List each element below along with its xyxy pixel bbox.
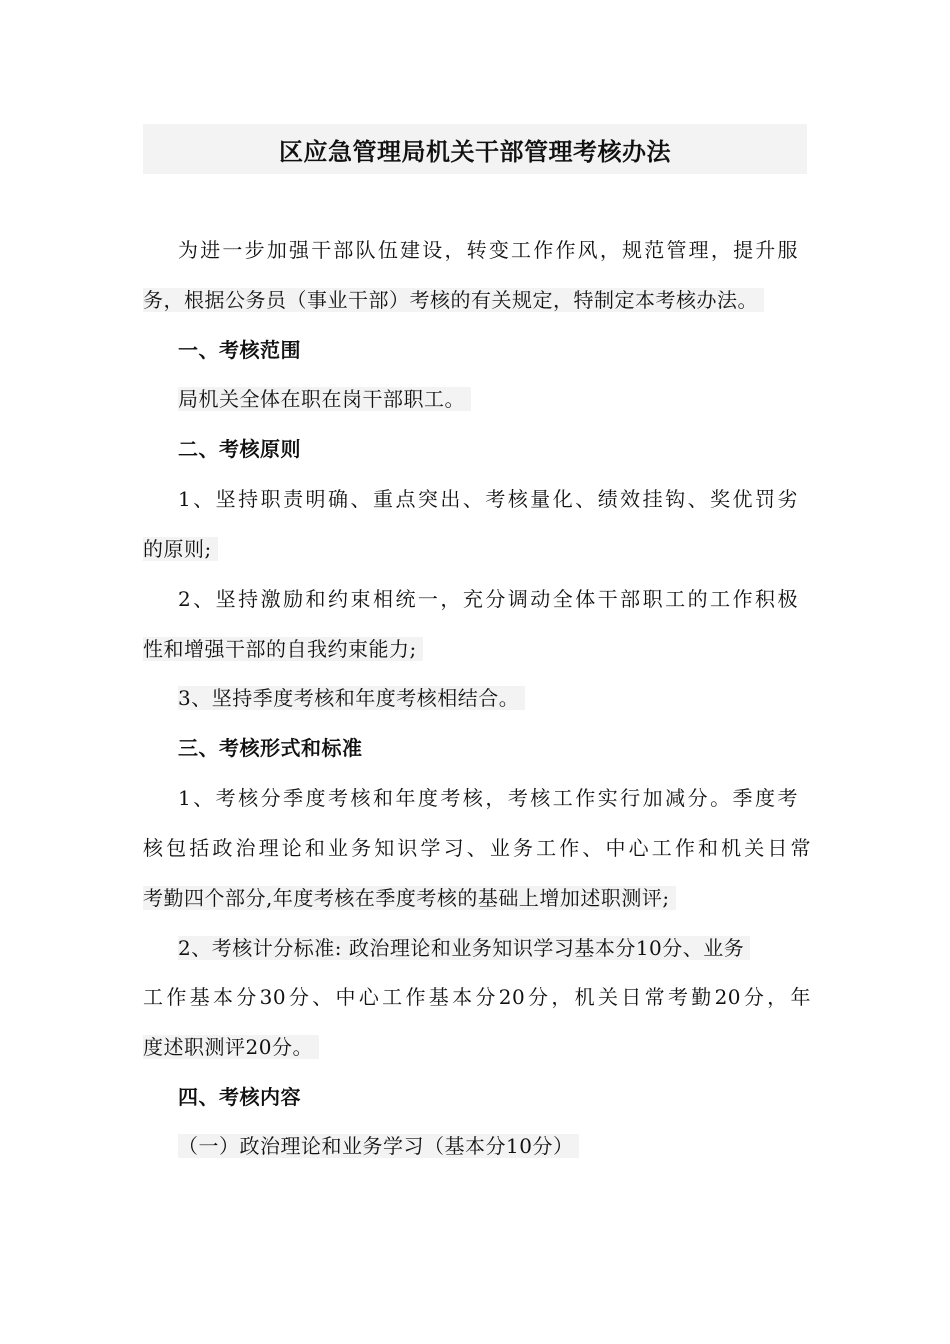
section-3-item-2-line-3-text: 度述职测评20分。: [143, 1035, 319, 1059]
section-2-item-2-line-2-text: 性和增强干部的自我约束能力;: [143, 637, 423, 661]
section-3-item-1-line-3: [143, 883, 676, 913]
section-2-item-2-line-2: [143, 634, 423, 664]
section-4-sub-1: [178, 1131, 579, 1161]
section-3-heading: 三、考核形式和标准: [178, 736, 363, 760]
title-band: [143, 124, 807, 174]
section-3-item-2-line-3: [143, 1032, 319, 1062]
section-3-item-1-line-1: 1、考核分季度考核和年度考核，考核工作实行加减分。季度考: [178, 786, 798, 810]
section-1-text: [178, 384, 471, 414]
section-3-item-2-line-1: [178, 933, 750, 963]
section-2-heading: 二、考核原则: [178, 437, 301, 461]
section-2-item-1-line-2: [143, 534, 218, 564]
section-3-item-1-line-2: 核包括政治理论和业务知识学习、业务工作、中心工作和机关日常: [143, 836, 811, 860]
intro-line-1: 为进一步加强干部队伍建设，转变工作作风，规范管理，提升服: [178, 238, 798, 262]
section-1-text-content: 局机关全体在职在岗干部职工。: [178, 387, 471, 411]
section-4-heading: 四、考核内容: [178, 1085, 301, 1109]
section-2-item-2-line-1: 2、坚持激励和约束相统一，充分调动全体干部职工的工作积极: [178, 587, 798, 611]
section-3-item-2-line-1-text: 2、考核计分标准: 政治理论和业务知识学习基本分10分、业务: [178, 936, 750, 960]
section-2-item-3-text: 3、坚持季度考核和年度考核相结合。: [178, 686, 525, 710]
section-2-item-1-line-2-text: 的原则;: [143, 537, 218, 561]
section-3-item-2-line-2: 工作基本分30分、中心工作基本分20分，机关日常考勤20分，年: [143, 985, 811, 1009]
section-1-heading: 一、考核范围: [178, 338, 301, 362]
section-2-item-3: [178, 683, 525, 713]
intro-line-2: [143, 285, 764, 315]
section-3-item-1-line-3-text: 考勤四个部分,年度考核在季度考核的基础上增加述职测评;: [143, 886, 676, 910]
section-2-item-1-line-1: 1、坚持职责明确、重点突出、考核量化、绩效挂钩、奖优罚劣: [178, 487, 798, 511]
document-title: 区应急管理局机关干部管理考核办法: [279, 137, 671, 166]
intro-line-2-text: 务，根据公务员（事业干部）考核的有关规定，特制定本考核办法。: [143, 288, 764, 312]
section-4-sub-1-text: （一）政治理论和业务学习（基本分10分）: [178, 1134, 579, 1158]
